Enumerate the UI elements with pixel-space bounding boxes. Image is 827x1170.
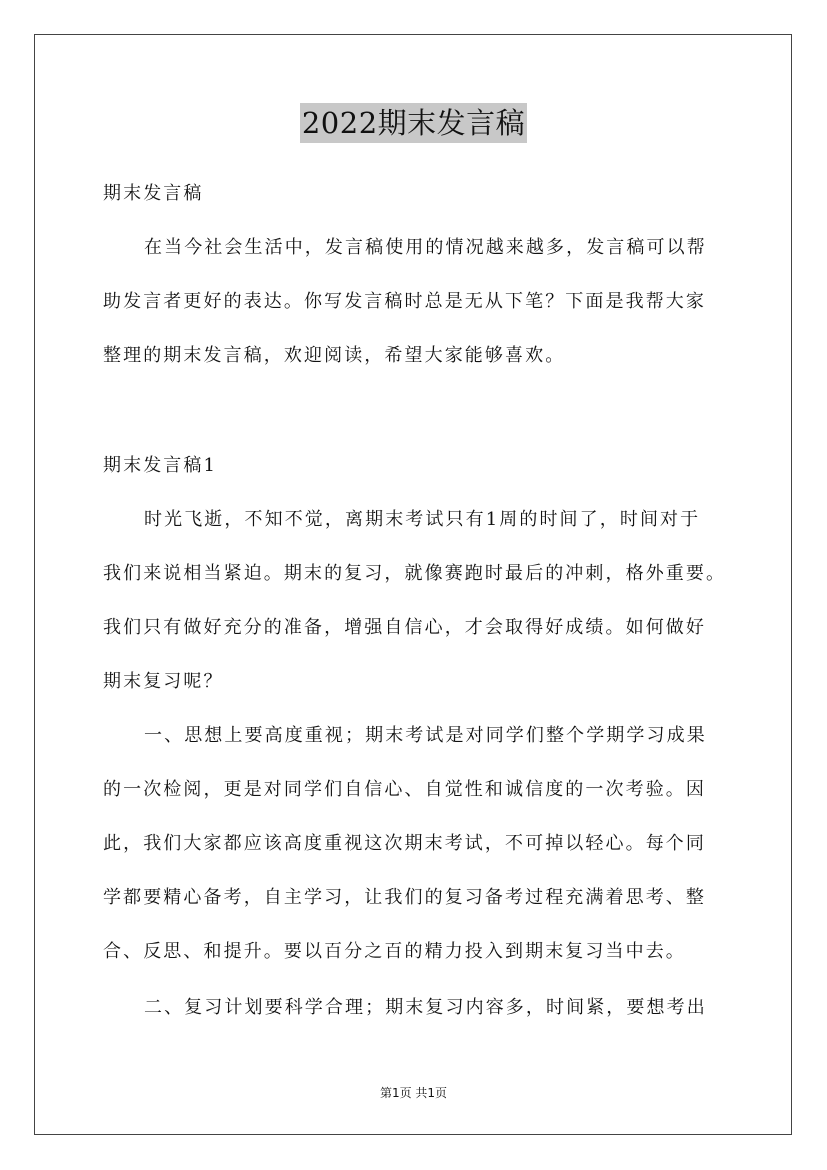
- paragraph-line: 我们只有做好充分的准备，增强自信心，才会取得好成绩。如何做好: [103, 617, 706, 638]
- section-heading: 期末发言稿: [103, 183, 204, 204]
- paragraph-line: 期末复习呢？: [103, 671, 224, 692]
- paragraph-line: 整理的期末发言稿，欢迎阅读，希望大家能够喜欢。: [103, 345, 566, 366]
- paragraph-line: 一、思想上要高度重视；期末考试是对同学们整个学期学习成果: [144, 725, 707, 746]
- page-number-footer: 第1页 共1页: [379, 1086, 448, 1100]
- paragraph-line: 的一次检阅，更是对同学们自信心、自觉性和诚信度的一次考验。因: [103, 779, 706, 800]
- paragraph-line: 二、复习计划要科学合理；期末复习内容多，时间紧，要想考出: [144, 997, 707, 1018]
- paragraph-line: 此，我们大家都应该高度重视这次期末考试，不可掉以轻心。每个同: [103, 833, 706, 854]
- document-title: 2022期末发言稿: [300, 103, 527, 143]
- paragraph-line: 助发言者更好的表达。你写发言稿时总是无从下笔？下面是我帮大家: [103, 291, 706, 312]
- paragraph-line: 在当今社会生活中，发言稿使用的情况越来越多，发言稿可以帮: [144, 237, 707, 258]
- paragraph-line: 时光飞逝，不知不觉，离期末考试只有1周的时间了，时间对于: [144, 509, 701, 530]
- paragraph-line: 合、反思、和提升。要以百分之百的精力投入到期末复习当中去。: [103, 941, 686, 962]
- paragraph-line: 我们来说相当紧迫。期末的复习，就像赛跑时最后的冲刺，格外重要。: [103, 563, 727, 584]
- section-heading: 期末发言稿1: [103, 455, 218, 476]
- title-container: [0, 103, 827, 143]
- paragraph-line: 学都要精心备考，自主学习，让我们的复习备考过程充满着思考、整: [103, 887, 706, 908]
